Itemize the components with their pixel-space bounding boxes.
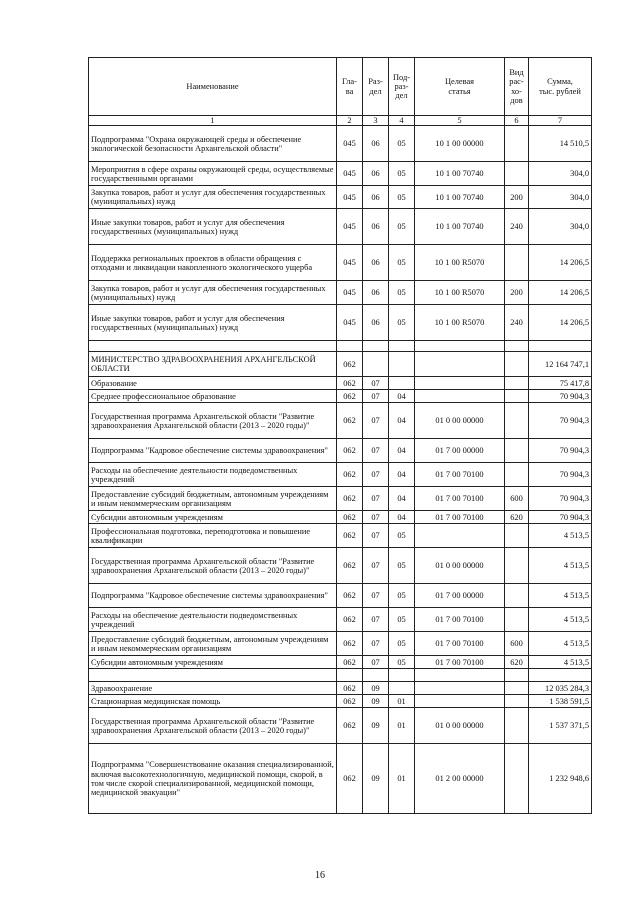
cell-summa: 1 537 371,5 (529, 708, 592, 744)
cell-razdel: 07 (363, 608, 389, 632)
table-row (89, 695, 592, 708)
cell-vid: 200 (505, 186, 529, 209)
cell-vid (505, 548, 529, 584)
cell-podrazdel (389, 682, 415, 695)
cell-name: Подпрограмма "Совершенствование оказания специализированной, включая высокотехнологичную, медицинской помощи, скорой, в том числе скорой специализированной, медицинской помощи, медицинской эвакуации" (89, 744, 337, 814)
cell-name: Стационарная медицинская помощь (89, 695, 337, 708)
header-podrazdel: Под- раз- дел (389, 58, 415, 116)
cell-statya: 10 1 00 R5070 (415, 245, 505, 281)
cell-name: Предоставление субсидий бюджетным, автономным учреждениям и иным некоммерческим организациям (89, 487, 337, 511)
cell-podrazdel: 01 (389, 708, 415, 744)
cell-razdel: 06 (363, 186, 389, 209)
table-row (89, 162, 592, 186)
cell-statya: 01 7 00 00000 (415, 439, 505, 463)
cell-name: Закупка товаров, работ и услуг для обеспечения государственных (муниципальных) нужд (89, 281, 337, 305)
cell-vid (505, 608, 529, 632)
cell-summa: 12 164 747,1 (529, 352, 592, 377)
empty-cell (505, 341, 529, 352)
table-row (89, 390, 592, 403)
cell-name: Подпрограмма "Кадровое обеспечение системы здравоохранения" (89, 439, 337, 463)
cell-podrazdel: 05 (389, 548, 415, 584)
cell-glava: 062 (337, 390, 363, 403)
cell-vid (505, 390, 529, 403)
cell-summa: 4 513,5 (529, 548, 592, 584)
cell-vid (505, 695, 529, 708)
cell-statya: 01 7 00 70100 (415, 632, 505, 656)
cell-razdel: 07 (363, 463, 389, 487)
cell-summa: 14 206,5 (529, 305, 592, 341)
cell-glava: 062 (337, 511, 363, 524)
cell-podrazdel (389, 352, 415, 377)
cell-vid: 240 (505, 305, 529, 341)
cell-glava: 062 (337, 708, 363, 744)
cell-podrazdel: 05 (389, 656, 415, 669)
table-row (89, 245, 592, 281)
cell-podrazdel: 01 (389, 744, 415, 814)
cell-vid: 200 (505, 281, 529, 305)
cell-podrazdel: 05 (389, 245, 415, 281)
cell-name: Расходы на обеспечение деятельности подведомственных учреждений (89, 463, 337, 487)
cell-statya: 01 7 00 70100 (415, 487, 505, 511)
cell-glava: 062 (337, 695, 363, 708)
cell-razdel: 07 (363, 511, 389, 524)
table-body (89, 126, 592, 814)
cell-summa: 70 904,3 (529, 403, 592, 439)
cell-vid (505, 377, 529, 390)
cell-razdel: 07 (363, 377, 389, 390)
cell-vid: 240 (505, 209, 529, 245)
table-row (89, 126, 592, 162)
empty-cell (529, 341, 592, 352)
cell-statya: 01 0 00 00000 (415, 403, 505, 439)
empty-cell (389, 669, 415, 682)
cell-summa: 1 538 591,5 (529, 695, 592, 708)
cell-name: Государственная программа Архангельской области "Развитие здравоохранения Архангельской области (2013 – 2020 годы)" (89, 403, 337, 439)
cell-vid (505, 708, 529, 744)
cell-vid (505, 403, 529, 439)
cell-glava: 062 (337, 682, 363, 695)
cell-statya: 10 1 00 R5070 (415, 305, 505, 341)
cell-name: Профессиональная подготовка, переподготовка и повышение квалификации (89, 524, 337, 548)
cell-statya: 10 1 00 70740 (415, 186, 505, 209)
cell-statya: 01 7 00 00000 (415, 584, 505, 608)
cell-razdel: 06 (363, 162, 389, 186)
cell-podrazdel: 04 (389, 403, 415, 439)
cell-name: Иные закупки товаров, работ и услуг для обеспечения государственных (муниципальных) нужд (89, 305, 337, 341)
cell-razdel: 07 (363, 390, 389, 403)
table-row (89, 511, 592, 524)
cell-glava: 045 (337, 162, 363, 186)
cell-name: Иные закупки товаров, работ и услуг для обеспечения государственных (муниципальных) нужд (89, 209, 337, 245)
cell-name: Расходы на обеспечение деятельности подведомственных учреждений (89, 608, 337, 632)
column-number: 1 (89, 116, 337, 126)
table-row (89, 281, 592, 305)
column-number: 4 (389, 116, 415, 126)
cell-statya: 01 7 00 70100 (415, 656, 505, 669)
cell-summa: 304,0 (529, 209, 592, 245)
cell-statya: 01 0 00 00000 (415, 548, 505, 584)
cell-vid (505, 524, 529, 548)
cell-summa: 14 206,5 (529, 281, 592, 305)
cell-name: Образование (89, 377, 337, 390)
cell-podrazdel: 05 (389, 632, 415, 656)
table-header-row (89, 58, 592, 116)
cell-glava: 045 (337, 281, 363, 305)
cell-razdel: 06 (363, 209, 389, 245)
cell-summa: 4 513,5 (529, 524, 592, 548)
cell-razdel: 09 (363, 682, 389, 695)
cell-podrazdel (389, 377, 415, 390)
header-glava: Гла- ва (337, 58, 363, 116)
cell-glava: 045 (337, 245, 363, 281)
cell-podrazdel: 04 (389, 390, 415, 403)
cell-razdel: 06 (363, 245, 389, 281)
cell-summa: 4 513,5 (529, 584, 592, 608)
empty-cell (529, 669, 592, 682)
empty-cell (337, 341, 363, 352)
cell-vid (505, 126, 529, 162)
cell-podrazdel: 05 (389, 126, 415, 162)
header-razdel: Раз- дел (363, 58, 389, 116)
empty-cell (89, 669, 337, 682)
cell-summa: 14 510,5 (529, 126, 592, 162)
spacer-row (89, 669, 592, 682)
cell-glava: 062 (337, 656, 363, 669)
cell-glava: 045 (337, 186, 363, 209)
cell-statya (415, 524, 505, 548)
cell-vid (505, 245, 529, 281)
cell-razdel: 07 (363, 403, 389, 439)
cell-summa: 304,0 (529, 186, 592, 209)
cell-vid (505, 584, 529, 608)
cell-name: Государственная программа Архангельской области "Развитие здравоохранения Архангельской области (2013 – 2020 годы)" (89, 708, 337, 744)
cell-razdel: 06 (363, 281, 389, 305)
table-row (89, 682, 592, 695)
cell-name: Мероприятия в сфере охраны окружающей среды, осуществляемые государственными органами (89, 162, 337, 186)
cell-statya: 10 1 00 70740 (415, 162, 505, 186)
cell-podrazdel: 01 (389, 695, 415, 708)
cell-glava: 062 (337, 403, 363, 439)
cell-vid: 600 (505, 487, 529, 511)
empty-cell (415, 669, 505, 682)
cell-vid (505, 162, 529, 186)
table-row (89, 584, 592, 608)
cell-vid: 620 (505, 656, 529, 669)
cell-name: Субсидии автономным учреждениям (89, 656, 337, 669)
cell-podrazdel: 05 (389, 209, 415, 245)
cell-podrazdel: 05 (389, 608, 415, 632)
table-row (89, 524, 592, 548)
cell-statya: 10 1 00 00000 (415, 126, 505, 162)
table-row (89, 403, 592, 439)
cell-razdel: 07 (363, 524, 389, 548)
page-number: 16 (315, 870, 325, 881)
cell-statya (415, 682, 505, 695)
cell-summa: 14 206,5 (529, 245, 592, 281)
cell-razdel: 07 (363, 548, 389, 584)
cell-vid (505, 744, 529, 814)
cell-podrazdel: 05 (389, 281, 415, 305)
cell-podrazdel: 05 (389, 584, 415, 608)
column-number: 6 (505, 116, 529, 126)
header-statya: Целевая статья (415, 58, 505, 116)
cell-glava: 062 (337, 524, 363, 548)
cell-statya: 01 7 00 70100 (415, 511, 505, 524)
cell-glava: 062 (337, 744, 363, 814)
cell-glava: 045 (337, 126, 363, 162)
cell-razdel: 07 (363, 656, 389, 669)
cell-glava: 062 (337, 352, 363, 377)
table-row (89, 744, 592, 814)
table-row (89, 608, 592, 632)
table-row (89, 632, 592, 656)
cell-statya: 01 0 00 00000 (415, 708, 505, 744)
cell-podrazdel: 05 (389, 162, 415, 186)
cell-statya (415, 377, 505, 390)
table-row (89, 186, 592, 209)
cell-vid: 600 (505, 632, 529, 656)
cell-summa: 70 904,3 (529, 463, 592, 487)
cell-podrazdel: 04 (389, 487, 415, 511)
empty-cell (337, 669, 363, 682)
cell-summa: 1 232 948,6 (529, 744, 592, 814)
cell-statya: 10 1 00 70740 (415, 209, 505, 245)
cell-name: МИНИСТЕРСТВО ЗДРАВООХРАНЕНИЯ АРХАНГЕЛЬСКОЙ ОБЛАСТИ (89, 352, 337, 377)
cell-statya (415, 695, 505, 708)
cell-statya (415, 352, 505, 377)
column-number-row (89, 116, 592, 126)
cell-razdel: 07 (363, 487, 389, 511)
header-vid: Вид рас- хо- дов (505, 58, 529, 116)
cell-podrazdel: 05 (389, 305, 415, 341)
cell-vid (505, 682, 529, 695)
header-summa: Сумма, тыс. рублей (529, 58, 592, 116)
cell-razdel (363, 352, 389, 377)
cell-glava: 062 (337, 439, 363, 463)
spacer-row (89, 341, 592, 352)
cell-glava: 062 (337, 377, 363, 390)
cell-statya: 01 7 00 70100 (415, 463, 505, 487)
empty-cell (363, 669, 389, 682)
cell-podrazdel: 04 (389, 439, 415, 463)
cell-glava: 062 (337, 548, 363, 584)
table-row (89, 439, 592, 463)
cell-summa: 70 904,3 (529, 487, 592, 511)
table-row (89, 708, 592, 744)
cell-razdel: 07 (363, 439, 389, 463)
cell-statya (415, 390, 505, 403)
table-row (89, 548, 592, 584)
cell-glava: 062 (337, 487, 363, 511)
cell-glava: 062 (337, 632, 363, 656)
cell-podrazdel: 04 (389, 463, 415, 487)
table-row (89, 305, 592, 341)
header-name: Наименование (89, 58, 337, 116)
cell-glava: 062 (337, 584, 363, 608)
table-row (89, 487, 592, 511)
cell-summa: 304,0 (529, 162, 592, 186)
empty-cell (389, 341, 415, 352)
cell-vid (505, 439, 529, 463)
cell-vid (505, 352, 529, 377)
cell-vid (505, 463, 529, 487)
cell-glava: 045 (337, 305, 363, 341)
cell-razdel: 06 (363, 305, 389, 341)
table-row (89, 656, 592, 669)
cell-summa: 70 904,3 (529, 511, 592, 524)
cell-glava: 062 (337, 463, 363, 487)
cell-summa: 70 904,3 (529, 390, 592, 403)
cell-summa: 75 417,8 (529, 377, 592, 390)
cell-razdel: 07 (363, 584, 389, 608)
table-row (89, 463, 592, 487)
cell-statya: 10 1 00 R5070 (415, 281, 505, 305)
cell-summa: 4 513,5 (529, 608, 592, 632)
cell-statya: 01 7 00 70100 (415, 608, 505, 632)
cell-podrazdel: 05 (389, 524, 415, 548)
cell-summa: 4 513,5 (529, 656, 592, 669)
table-row (89, 377, 592, 390)
column-number: 2 (337, 116, 363, 126)
cell-glava: 062 (337, 608, 363, 632)
cell-name: Среднее профессиональное образование (89, 390, 337, 403)
cell-razdel: 09 (363, 744, 389, 814)
table-row (89, 209, 592, 245)
empty-cell (363, 341, 389, 352)
ministry-row (89, 352, 592, 377)
cell-summa: 70 904,3 (529, 439, 592, 463)
cell-razdel: 09 (363, 695, 389, 708)
cell-name: Субсидии автономным учреждениям (89, 511, 337, 524)
cell-name: Предоставление субсидий бюджетным, автономным учреждениям и иным некоммерческим организациям (89, 632, 337, 656)
cell-name: Подпрограмма "Охрана окружающей среды и обеспечение экологической безопасности Архангельской области" (89, 126, 337, 162)
cell-statya: 01 2 00 00000 (415, 744, 505, 814)
cell-summa: 4 513,5 (529, 632, 592, 656)
column-number: 3 (363, 116, 389, 126)
budget-table (88, 57, 592, 814)
empty-cell (89, 341, 337, 352)
cell-glava: 045 (337, 209, 363, 245)
empty-cell (415, 341, 505, 352)
column-number: 7 (529, 116, 592, 126)
cell-vid: 620 (505, 511, 529, 524)
cell-razdel: 09 (363, 708, 389, 744)
cell-podrazdel: 05 (389, 186, 415, 209)
cell-name: Здравоохранение (89, 682, 337, 695)
cell-podrazdel: 04 (389, 511, 415, 524)
cell-summa: 12 035 284,3 (529, 682, 592, 695)
cell-name: Подпрограмма "Кадровое обеспечение системы здравоохранения" (89, 584, 337, 608)
empty-cell (505, 669, 529, 682)
cell-razdel: 07 (363, 632, 389, 656)
column-number: 5 (415, 116, 505, 126)
cell-name: Государственная программа Архангельской области "Развитие здравоохранения Архангельской области (2013 – 2020 годы)" (89, 548, 337, 584)
cell-razdel: 06 (363, 126, 389, 162)
cell-name: Закупка товаров, работ и услуг для обеспечения государственных (муниципальных) нужд (89, 186, 337, 209)
cell-name: Поддержка региональных проектов в области обращения с отходами и ликвидации накопленного экологического ущерба (89, 245, 337, 281)
